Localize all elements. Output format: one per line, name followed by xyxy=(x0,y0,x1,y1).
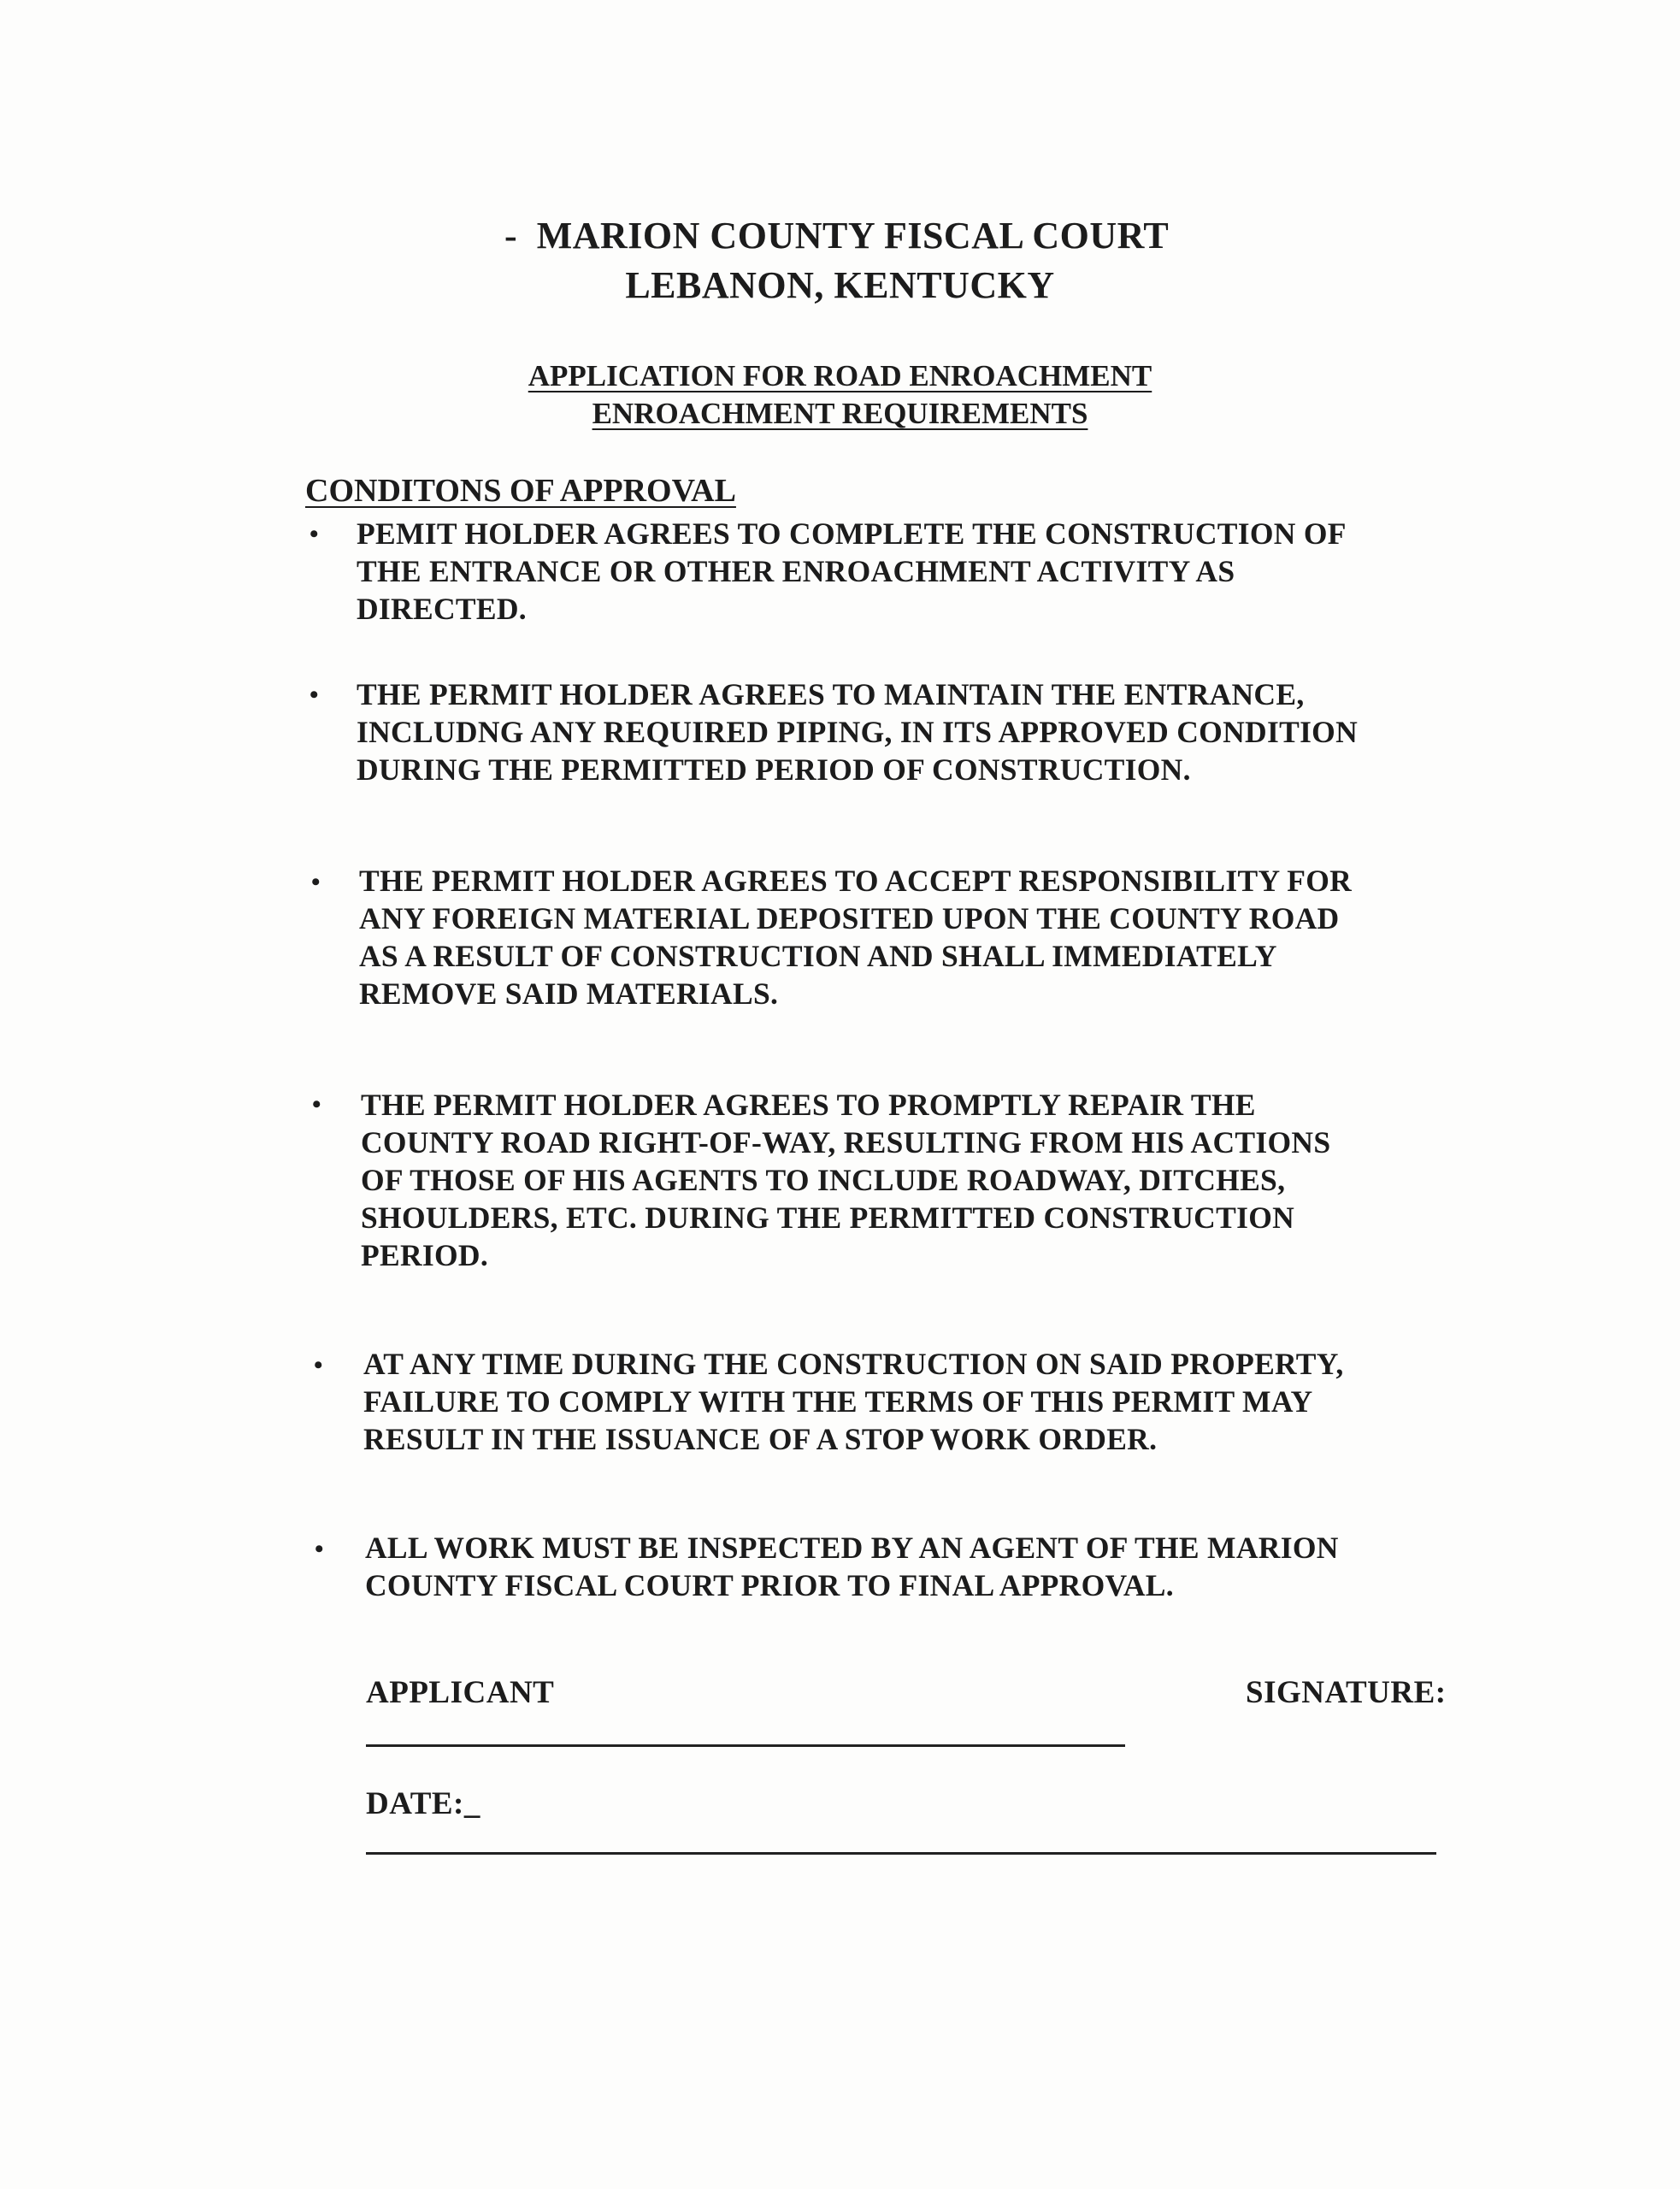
condition-line: OF THOSE OF HIS AGENTS TO INCLUDE ROADWAY, DITCHES, xyxy=(361,1163,1286,1197)
condition-text xyxy=(361,1086,1330,1274)
signature-label: SIGNATURE: xyxy=(1246,1675,1447,1710)
condition-text xyxy=(357,676,1358,788)
condition-line: DURING THE PERMITTED PERIOD OF CONSTRUCTION. xyxy=(357,752,1191,787)
condition-line: THE PERMIT HOLDER AGREES TO ACCEPT RESPONSIBILITY FOR xyxy=(359,864,1353,898)
bullet-icon: • xyxy=(312,1090,321,1118)
condition-line: REMOVE SAID MATERIALS. xyxy=(359,976,779,1011)
bullet-icon: • xyxy=(311,868,321,896)
condition-text xyxy=(357,515,1347,628)
condition-line: FAILURE TO COMPLY WITH THE TERMS OF THIS PERMIT MAY xyxy=(363,1384,1313,1419)
date-line[interactable] xyxy=(366,1852,1436,1855)
header-title: MARION COUNTY FISCAL COURT xyxy=(536,215,1170,257)
condition-text xyxy=(365,1529,1339,1604)
condition-line: AS A RESULT OF CONSTRUCTION AND SHALL IMMEDIATELY xyxy=(359,939,1277,973)
condition-line: PERIOD. xyxy=(361,1238,489,1272)
header-location: LEBANON, KENTUCKY xyxy=(625,264,1055,306)
applicant-signature-line[interactable] xyxy=(366,1744,1125,1747)
bullet-icon: • xyxy=(309,520,319,548)
condition-text xyxy=(363,1345,1344,1458)
condition-line: THE PERMIT HOLDER AGREES TO MAINTAIN THE ENTRANCE, xyxy=(357,677,1305,711)
subtitle-application xyxy=(0,359,1680,393)
condition-line: AT ANY TIME DURING THE CONSTRUCTION ON SAID PROPERTY, xyxy=(363,1347,1344,1381)
bullet-icon: • xyxy=(315,1535,324,1563)
bullet-icon: • xyxy=(314,1351,323,1379)
header-dash: - xyxy=(504,215,517,257)
condition-line: ALL WORK MUST BE INSPECTED BY AN AGENT OF THE MARION xyxy=(365,1531,1339,1565)
condition-line: RESULT IN THE ISSUANCE OF A STOP WORK ORDER. xyxy=(363,1422,1158,1456)
condition-line: COUNTY ROAD RIGHT-OF-WAY, RESULTING FROM HIS ACTIONS xyxy=(361,1125,1331,1159)
applicant-label: APPLICANT xyxy=(366,1675,555,1710)
conditions-heading: CONDITONS OF APPROVAL xyxy=(305,473,736,509)
condition-line: COUNTY FISCAL COURT PRIOR TO FINAL APPROVAL. xyxy=(365,1568,1174,1602)
condition-line: DIRECTED. xyxy=(357,592,527,626)
condition-line: INCLUDNG ANY REQUIRED PIPING, IN ITS APPROVED CONDITION xyxy=(357,715,1359,749)
subtitle-requirements-text: ENROACHMENT REQUIREMENTS xyxy=(592,397,1088,430)
date-label: DATE:_ xyxy=(366,1786,480,1821)
bullet-icon: • xyxy=(309,681,319,709)
condition-text xyxy=(359,862,1352,1012)
subtitle-application-text: APPLICATION FOR ROAD ENROACHMENT xyxy=(528,359,1152,392)
subtitle-requirements xyxy=(0,397,1680,431)
condition-line: ANY FOREIGN MATERIAL DEPOSITED UPON THE COUNTY ROAD xyxy=(359,901,1340,935)
condition-line: SHOULDERS, ETC. DURING THE PERMITTED CONSTRUCTION xyxy=(361,1201,1295,1235)
condition-line: THE PERMIT HOLDER AGREES TO PROMPTLY REPAIR THE xyxy=(361,1088,1256,1122)
condition-line: THE ENTRANCE OR OTHER ENROACHMENT ACTIVITY AS xyxy=(357,554,1235,588)
condition-line: PEMIT HOLDER AGREES TO COMPLETE THE CONSTRUCTION OF xyxy=(357,516,1347,551)
